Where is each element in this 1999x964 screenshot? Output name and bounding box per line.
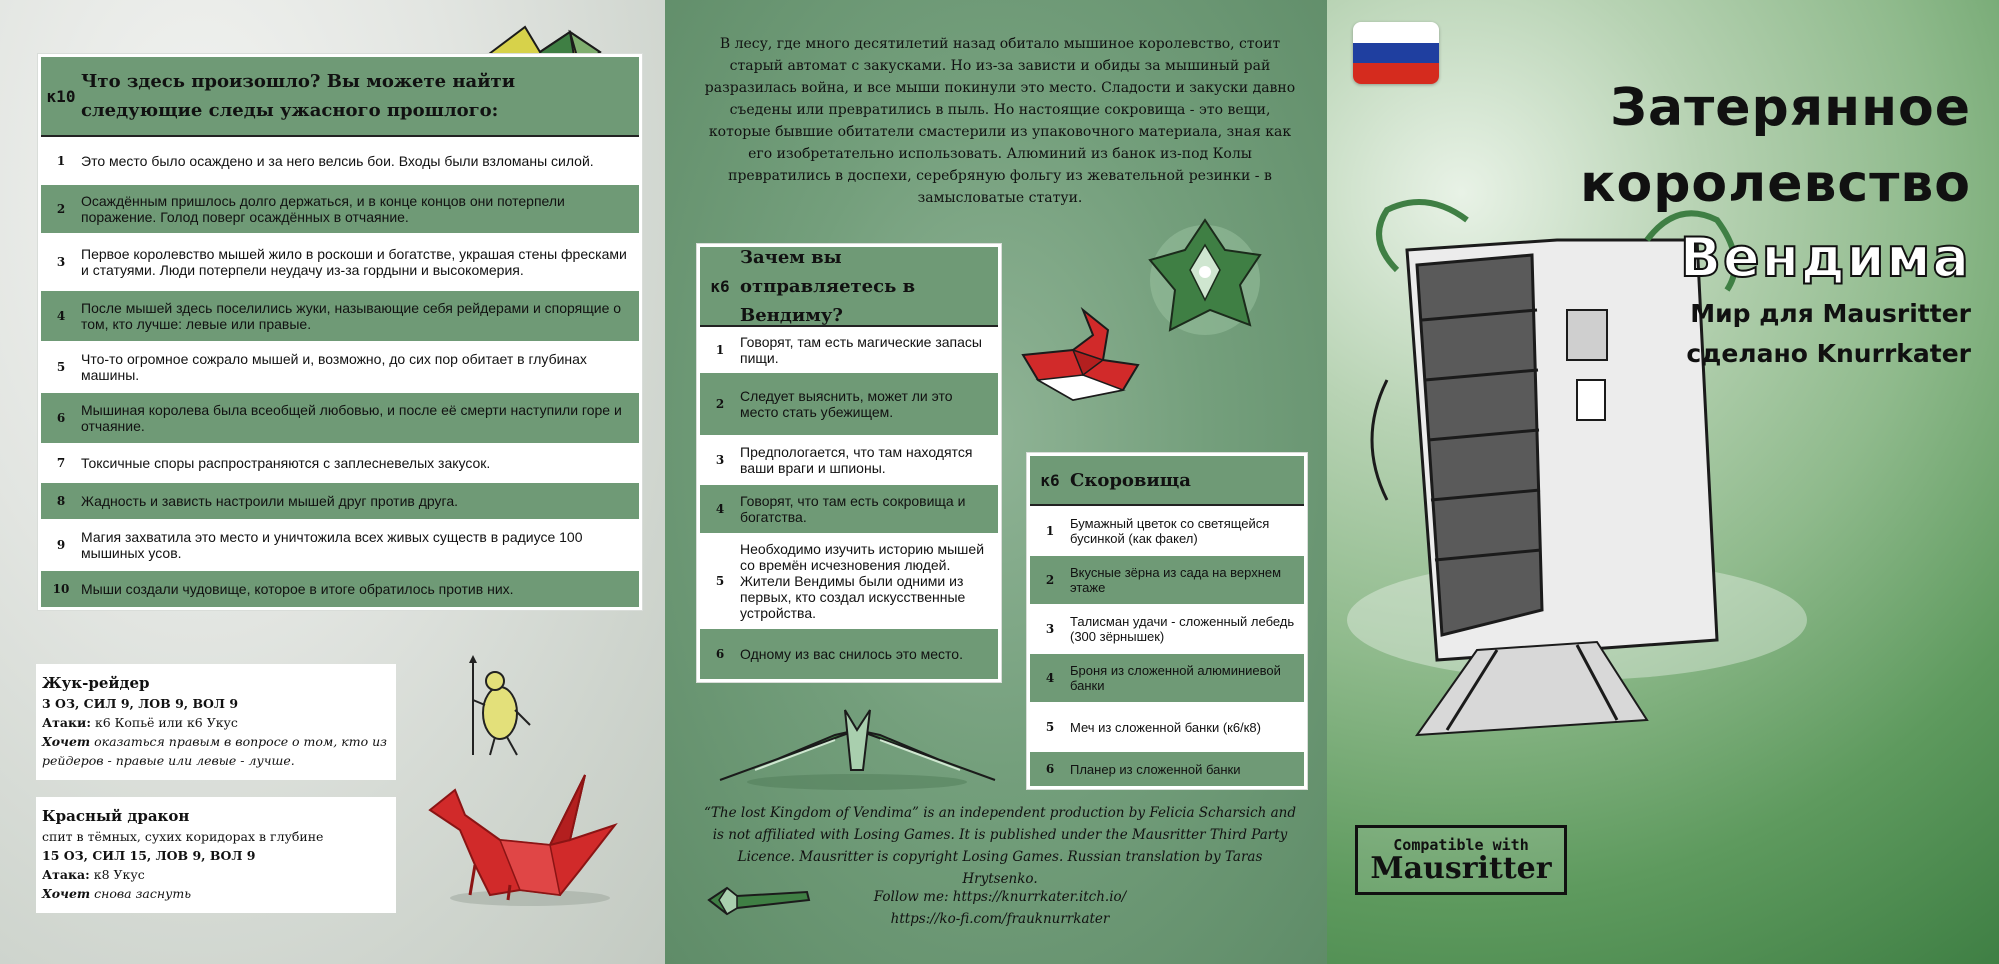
row-text: Предпологается, что там находятся ваши враги и шпионы.: [740, 444, 973, 476]
table-row: [1030, 702, 1304, 752]
beetle-statblock: [36, 664, 396, 780]
beetle-illustration: [455, 655, 545, 760]
row-text: Говорят, там есть магические запасы пищи.: [740, 334, 982, 366]
table-row: [1030, 654, 1304, 702]
dragon-attacks: к8 Укус: [93, 867, 145, 882]
beetle-name: Жук-рейдер: [42, 674, 150, 692]
row-number: 7: [56, 456, 66, 470]
table-row: [41, 519, 639, 571]
row-number: 2: [56, 202, 66, 216]
follow-link-itch[interactable]: Follow me: https://knurrkater.itch.io/: [873, 889, 1127, 905]
row-number: 6: [56, 411, 66, 425]
row-number: 6: [1045, 762, 1055, 776]
compat-line2: Mausritter: [1370, 851, 1552, 886]
origami-flower-illustration: [1140, 215, 1270, 345]
beetle-attacks: к6 Копьё или к6 Укус: [94, 715, 238, 730]
row-text: Что-то огромное сожрало мышей и, возможно, до сих пор обитает в глубинах машины.: [81, 351, 587, 383]
why-table-title: Зачем вы отправляетесь в Вендиму?: [740, 246, 916, 326]
cover-title-line1: Затерянное: [1610, 78, 1971, 138]
table-row: [41, 291, 639, 341]
row-number: 5: [1045, 720, 1055, 734]
row-number: 3: [715, 453, 725, 467]
table-row: [1030, 604, 1304, 654]
credits-text: “The lost Kingdom of Vendima” is an independent production by Felicia Scharsich and is not affiliated with Losing Games. It is published under the Mausritter Third Party Licence. Mausritter is copyright Losing Games. Russian translation by Taras Hrytsenko.: [704, 805, 1296, 887]
beetle-stats: 3 ОЗ, СИЛ 9, ЛОВ 9, ВОЛ 9: [42, 696, 239, 711]
beetle-wants: оказаться правым в вопросе о том, кто из рейдеров - правые или левые - лучше.: [42, 734, 387, 768]
why-table: [697, 244, 1001, 682]
origami-sword-illustration: [707, 878, 812, 920]
row-text: Токсичные споры распространяются с заплесневелых закусок.: [81, 455, 491, 471]
table-row: [1030, 506, 1304, 556]
row-text: После мышей здесь поселились жуки, называющие себя рейдерами и спорящие о том, кто лучше: левые или правые.: [81, 300, 622, 332]
dragon-attacks-label: Атака:: [42, 867, 90, 882]
table-row: [700, 327, 998, 373]
row-text: Следует выяснить, может ли это место стать убежищем.: [740, 388, 953, 420]
row-number: 3: [1045, 622, 1055, 636]
row-number: 2: [715, 397, 725, 411]
treasure-die-label: к6: [1040, 470, 1060, 490]
dragon-desc: спит в тёмных, сухих коридорах в глубине: [42, 829, 324, 844]
beetle-wants-label: Хочет: [42, 734, 91, 749]
treasure-table-header: [1030, 456, 1304, 506]
left-panel: [0, 0, 665, 964]
cover-title-block: [1580, 70, 1971, 374]
table-row: [700, 435, 998, 485]
follow-link-kofi[interactable]: https://ko-fi.com/frauknurrkater: [890, 911, 1110, 927]
events-table-title: Что здесь произошло? Вы можете найти следующие следы ужасного прошлого:: [81, 71, 516, 121]
row-number: 9: [56, 538, 66, 552]
row-number: 3: [56, 255, 66, 269]
row-number: 4: [56, 309, 66, 323]
row-text: Первое королевство мышей жило в роскоши и богатстве, украшая стены фресками и статуями. Люди потерпели неудачу из-за гордыни и высокомерия.: [81, 246, 627, 278]
cover-title-line2: королевство: [1580, 154, 1971, 214]
row-text: Бумажный цветок со светящейся бусинкой (как факел): [1070, 516, 1270, 546]
row-text: Мышиная королева была всеобщей любовью, и после её смерти наступили горе и отчаяние.: [81, 402, 622, 434]
events-die-label: к10: [46, 86, 76, 106]
table-row: [41, 185, 639, 233]
treasure-table: [1027, 453, 1307, 789]
row-text: Необходимо изучить историю мышей со времён исчезновения людей. Жители Вендимы были одними из первых, кто создал искусственные устройства.: [740, 541, 985, 621]
table-row: [41, 483, 639, 519]
row-number: 1: [1045, 524, 1055, 538]
row-number: 6: [715, 647, 725, 661]
why-die-label: к6: [710, 276, 730, 296]
table-row: [700, 629, 998, 679]
row-text: Осаждённым пришлось долго держаться, и в конце концов они потерпели поражение. Голод поверг осаждённых в отчаяние.: [81, 193, 565, 225]
row-text: Талисман удачи - сложенный лебедь (300 зёрнышек): [1070, 614, 1295, 644]
dragon-name: Красный дракон: [42, 807, 190, 825]
table-row: [41, 341, 639, 393]
table-row: [41, 571, 639, 607]
beetle-attacks-label: Атаки:: [42, 715, 91, 730]
table-row: [41, 233, 639, 291]
russian-flag-icon: [1353, 22, 1439, 84]
row-text: Это место было осаждено и за него велсиь бои. Входы были взломаны силой.: [81, 153, 594, 169]
row-text: Меч из сложенной банки (к6/к8): [1070, 719, 1261, 735]
table-row: [41, 393, 639, 443]
table-row: [41, 137, 639, 185]
cover-subtitle2: сделано Knurrkater: [1686, 339, 1971, 368]
table-row: [1030, 752, 1304, 786]
row-text: Одному из вас снилось это место.: [740, 646, 963, 662]
origami-glider-illustration: [715, 700, 1000, 795]
dragon-statblock: [36, 797, 396, 913]
row-text: Жадность и зависть настроили мышей друг против друга.: [81, 493, 459, 509]
cover-title-line3: Вендима: [1679, 226, 1971, 289]
treasure-table-title: Скоровища: [1070, 469, 1191, 491]
row-number: 1: [715, 343, 725, 357]
row-text: Магия захватила это место и уничтожила всех живых существ в радиусе 100 мышиных усов.: [81, 529, 583, 561]
table-row: [700, 373, 998, 435]
events-table-header: [41, 57, 639, 137]
cover-subtitle1: Мир для Mausritter: [1690, 299, 1971, 328]
intro-text: В лесу, где много десятилетий назад обитало мышиное королевство, стоит старый автомат с закусками. Но из-за зависти и обиды за мышиный рай разразилась война, и все мыши покинули это место. Сладости и закуски давно съедены или превратились в пыль. Но настоящие сокровища - это вещи, которые бывшие обитатели смастерили из упаковочного материала, зная как его изобретательно использовать. Алюминий из банок из-под Колы превратились в доспехи, серебряную фольгу из жевательной резинки - в замысловатые статуи.: [704, 36, 1296, 206]
red-dragon-illustration: [420, 770, 620, 910]
row-text: Мыши создали чудовище, которое в итоге обратилось против них.: [81, 581, 514, 597]
table-row: [700, 485, 998, 533]
row-number: 2: [1045, 573, 1055, 587]
row-text: Говорят, что там есть сокровища и богатства.: [740, 493, 966, 525]
dragon-stats: 15 ОЗ, СИЛ 15, ЛОВ 9, ВОЛ 9: [42, 848, 256, 863]
row-text: Планер из сложенной банки: [1070, 761, 1241, 777]
cover-panel: [1327, 0, 1999, 964]
row-number: 8: [56, 494, 66, 508]
dragon-wants: снова заснуть: [94, 886, 192, 901]
row-number: 4: [1045, 671, 1055, 685]
dragon-wants-label: Хочет: [42, 886, 91, 901]
row-number: 5: [56, 360, 66, 374]
origami-swan-illustration: [1013, 305, 1143, 415]
why-table-header: [700, 247, 998, 327]
table-row: [1030, 556, 1304, 604]
compatible-badge: [1355, 825, 1567, 895]
row-number: 1: [56, 154, 66, 168]
table-row: [41, 443, 639, 483]
row-number: 4: [715, 502, 725, 516]
compat-line1: Compatible with: [1393, 836, 1529, 854]
events-table: [38, 54, 642, 610]
row-text: Броня из сложенной алюминиевой банки: [1070, 663, 1281, 693]
follow-links: [850, 886, 1150, 930]
row-number: 10: [52, 582, 70, 596]
row-number: 5: [715, 574, 725, 588]
row-text: Вкусные зёрна из сада на верхнем этаже: [1070, 565, 1282, 595]
table-row: [700, 533, 998, 629]
